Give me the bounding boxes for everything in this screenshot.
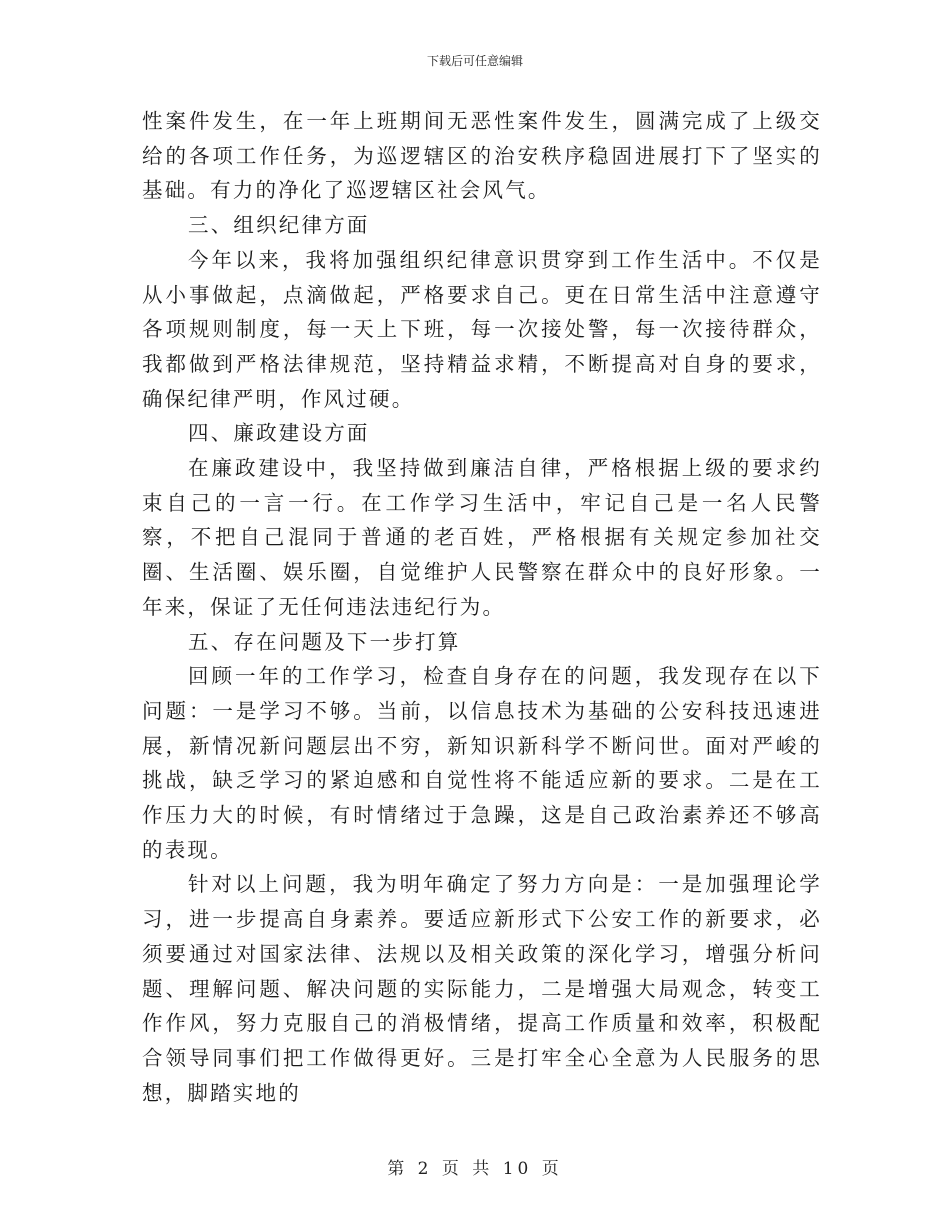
section-heading-discipline: 三、组织纪律方面	[188, 213, 370, 238]
header-note: 下载后可任意编辑	[426, 54, 523, 68]
section-heading-integrity: 四、廉政建设方面	[188, 421, 370, 446]
document-body	[142, 104, 822, 1110]
page-number: 第 2 页 共 10 页	[387, 1159, 563, 1179]
paragraph-continuation: 性案件发生，在一年上班期间无恶性案件发生，圆满完成了上级交给的各项工作任务，为巡逻辖区的治安秩序稳固进展打下了坚实的基础。有力的净化了巡逻辖区社会风气。	[142, 109, 822, 203]
paragraph-integrity: 在廉政建设中，我坚持做到廉洁自律，严格根据上级的要求约束自己的一言一行。在工作学习生活中，牢记自己是一名人民警察，不把自己混同于普通的老百姓，严格根据有关规定参加社交圈、生活圈、娱乐圈，自觉维护人民警察在群众中的良好形象。一年来，保证了无任何违法违纪行为。	[142, 456, 822, 619]
section-heading-problems: 五、存在问题及下一步打算	[188, 629, 461, 654]
paragraph-problems: 回顾一年的工作学习，检查自身存在的问题，我发现存在以下问题：一是学习不够。当前，以信息技术为基础的公安科技迅速进展，新情况新问题层出不穷，新知识新科学不断问世。面对严峻的挑战，缺乏学习的紧迫感和自觉性将不能适应新的要求。二是在工作压力大的时候，有时情绪过于急躁，这是自己政治素养还不够高的表现。	[142, 664, 822, 862]
paragraph-discipline: 今年以来，我将加强组织纪律意识贯穿到工作生活中。不仅是从小事做起，点滴做起，严格要求自己。更在日常生活中注意遵守各项规则制度，每一天上下班，每一次接处警，每一次接待群众，我都做到严格法律规范，坚持精益求精，不断提高对自身的要求，确保纪律严明，作风过硬。	[142, 247, 822, 411]
paragraph-plans: 针对以上问题，我为明年确定了努力方向是：一是加强理论学习，进一步提高自身素养。要适应新形式下公安工作的新要求，必须要通过对国家法律、法规以及相关政策的深化学习，增强分析问题、理解问题、解决问题的实际能力，二是增强大局观念，转变工作作风，努力克服自己的消极情绪，提高工作质量和效率，积极配合领导同事们把工作做得更好。三是打牢全心全意为人民服务的思想，脚踏实地的	[142, 872, 822, 1105]
